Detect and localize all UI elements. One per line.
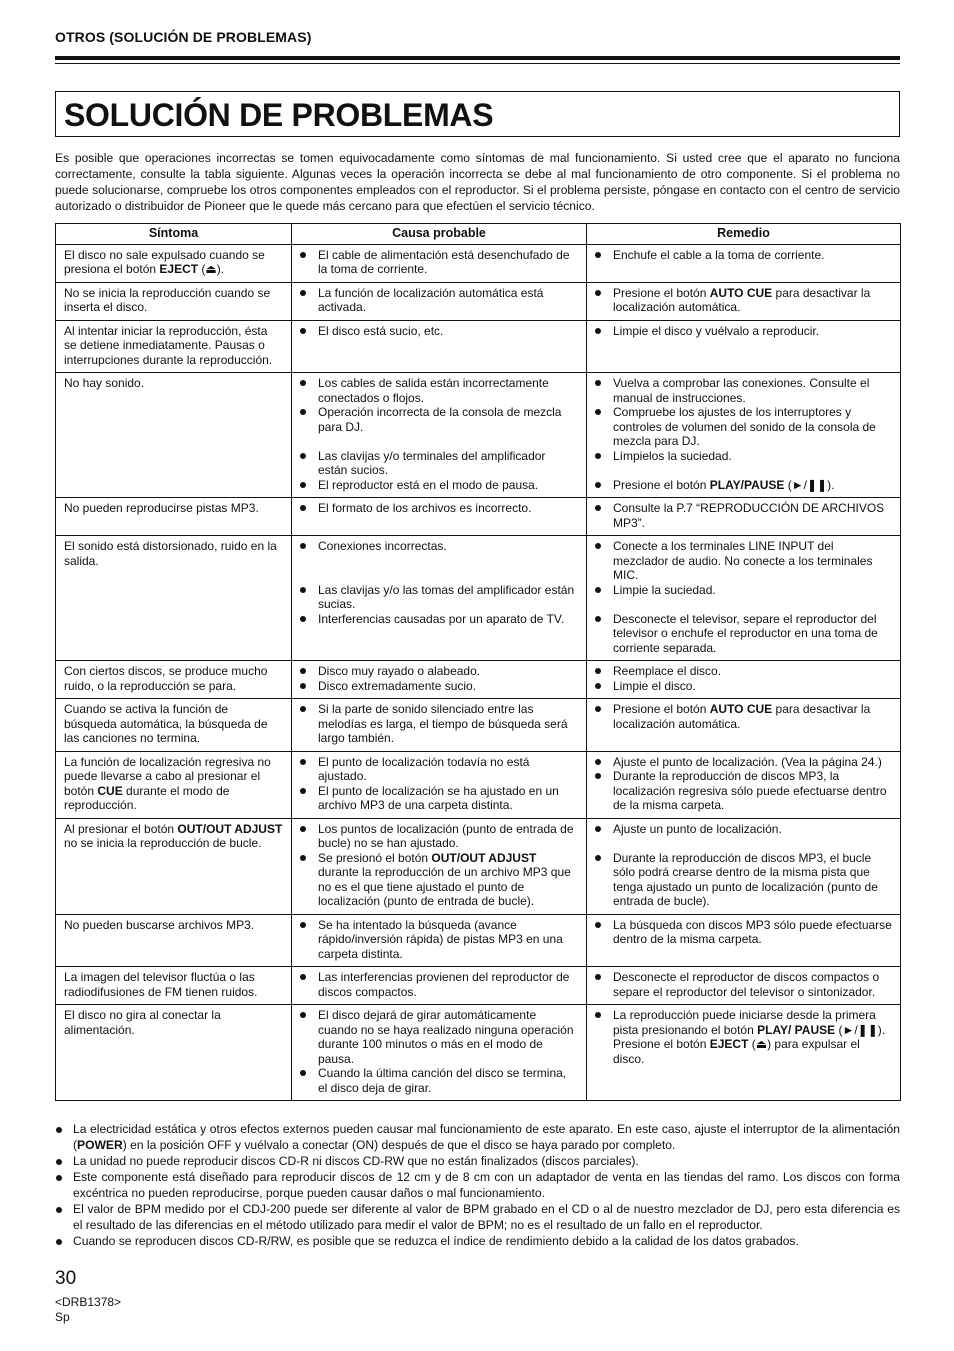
- cause-item: Disco extremadamente sucio.: [300, 679, 578, 694]
- symptom-cell: El sonido está distorsionado, ruido en la salida.: [56, 536, 292, 661]
- cause-item: El reproductor está en el modo de pausa.: [300, 478, 578, 493]
- remedy-cell: [587, 699, 901, 752]
- remedy-item: Limpie el disco.: [595, 679, 892, 694]
- remedy-cell: [587, 1005, 901, 1101]
- note-item: Cuando se reproducen discos CD-R/RW, es posible que se reduzca el índice de rendimiento debido a la calidad de los datos grabados.: [55, 1233, 900, 1249]
- remedy-item: Presione el botón PLAY/PAUSE (►/❚❚).: [595, 478, 892, 493]
- cause-list: [300, 918, 578, 962]
- cause-cell: [292, 373, 587, 498]
- cause-item: El formato de los archivos es incorrecto.: [300, 501, 578, 516]
- remedy-list: [595, 702, 892, 731]
- remedy-item: Reemplace el disco.: [595, 664, 892, 679]
- remedy-list: [595, 755, 892, 813]
- header-rule-thick: [55, 56, 900, 60]
- remedy-item: Compruebe los ajustes de los interruptores y controles de volumen del sonido de la consola de mezcla para DJ.: [595, 405, 892, 449]
- notes-list: [55, 1121, 900, 1249]
- remedy-list: [595, 539, 892, 655]
- cause-cell: [292, 818, 587, 914]
- table-header-row: [56, 224, 901, 245]
- table-body: [56, 244, 901, 1101]
- table-row: [56, 1005, 901, 1101]
- cause-item: Las interferencias provienen del reproductor de discos compactos.: [300, 970, 578, 999]
- cause-cell: [292, 967, 587, 1005]
- remedy-cell: [587, 282, 901, 320]
- cause-item: Los puntos de localización (punto de entrada de bucle) no se han ajustado.: [300, 822, 578, 851]
- remedy-item: Limpie el disco y vuélvalo a reproducir.: [595, 324, 892, 339]
- remedy-list: [595, 822, 892, 909]
- remedy-list: [595, 324, 892, 339]
- cause-item: Disco muy rayado o alabeado.: [300, 664, 578, 679]
- remedy-item: Ajuste un punto de localización.: [595, 822, 892, 837]
- remedy-item: Presione el botón AUTO CUE para desactivar la localización automática.: [595, 286, 892, 315]
- symptom-cell: El disco no gira al conectar la alimentación.: [56, 1005, 292, 1101]
- cause-item: Cuando la última canción del disco se termina, el disco deja de girar.: [300, 1066, 578, 1095]
- cause-item: El cable de alimentación está desenchufado de la toma de corriente.: [300, 248, 578, 277]
- cause-cell: [292, 498, 587, 536]
- cause-list: [300, 1008, 578, 1095]
- cause-item: Se ha intentado la búsqueda (avance rápido/inversión rápida) de pistas MP3 en una carpeta distinta.: [300, 918, 578, 962]
- symptom-cell: La función de localización regresiva no puede llevarse a cabo al presionar el botón CUE durante el modo de reproducción.: [56, 751, 292, 818]
- remedy-item: Desconecte el televisor, separe el reproductor del televisor o enchufe el reproductor en una toma de corriente separada.: [595, 612, 892, 656]
- language-code: Sp: [55, 1310, 70, 1324]
- cause-cell: [292, 536, 587, 661]
- remedy-list: [595, 918, 892, 947]
- column-header-cause: Causa probable: [292, 224, 587, 245]
- cause-item: Interferencias causadas por un aparato de TV.: [300, 612, 578, 627]
- cause-item: La función de localización automática está activada.: [300, 286, 578, 315]
- cause-item: Los cables de salida están incorrectamente conectados o flojos.: [300, 376, 578, 405]
- symptom-cell: No se inicia la reproducción cuando se inserta el disco.: [56, 282, 292, 320]
- table-row: [56, 373, 901, 498]
- section-header: OTROS (SOLUCIÓN DE PROBLEMAS): [55, 29, 312, 45]
- table-row: [56, 244, 901, 282]
- remedy-list: [595, 248, 892, 263]
- remedy-list: [595, 970, 892, 999]
- remedy-item: Limpie la suciedad.: [595, 583, 892, 598]
- title-box: [55, 91, 900, 137]
- remedy-list: [595, 286, 892, 315]
- page-title: SOLUCIÓN DE PROBLEMAS: [64, 97, 494, 133]
- remedy-cell: [587, 818, 901, 914]
- cause-cell: [292, 282, 587, 320]
- cause-list: [300, 501, 578, 516]
- note-item: Este componente está diseñado para reproducir discos de 12 cm y de 8 cm con un adaptador de venta en las tiendas del ramo. Los discos con forma excéntrica no pueden reproducirse, porque pueden causar daños o mal funcionamiento.: [55, 1169, 900, 1201]
- cause-list: [300, 248, 578, 277]
- cause-list: [300, 539, 578, 626]
- header-rule-thin: [55, 63, 900, 64]
- remedy-cell: [587, 373, 901, 498]
- troubleshooting-table: [55, 223, 901, 1101]
- table-row: [56, 498, 901, 536]
- symptom-cell: Al presionar el botón OUT/OUT ADJUST no se inicia la reproducción de bucle.: [56, 818, 292, 914]
- remedy-cell: [587, 967, 901, 1005]
- symptom-cell: No pueden reproducirse pistas MP3.: [56, 498, 292, 536]
- cause-item: Conexiones incorrectas.: [300, 539, 578, 554]
- cause-list: [300, 970, 578, 999]
- remedy-cell: [587, 661, 901, 699]
- remedy-cell: [587, 320, 901, 373]
- cause-item: El punto de localización todavía no está ajustado.: [300, 755, 578, 784]
- remedy-item: La búsqueda con discos MP3 sólo puede efectuarse dentro de la misma carpeta.: [595, 918, 892, 947]
- symptom-cell: La imagen del televisor fluctúa o las radiodifusiones de FM tienen ruidos.: [56, 967, 292, 1005]
- document-code: <DRB1378>: [55, 1295, 122, 1309]
- remedy-item: Consulte la P.7 “REPRODUCCIÓN DE ARCHIVOS MP3”.: [595, 501, 892, 530]
- table-row: [56, 914, 901, 967]
- cause-list: [300, 376, 578, 492]
- remedy-item: Durante la reproducción de discos MP3, el bucle sólo podrá crearse dentro de la misma pista que tenga ajustado un punto de localización (punto de entrada de bucle).: [595, 851, 892, 909]
- cause-list: [300, 822, 578, 909]
- table-row: [56, 282, 901, 320]
- remedy-cell: [587, 536, 901, 661]
- symptom-cell: Con ciertos discos, se produce mucho ruido, o la reproducción se para.: [56, 661, 292, 699]
- cause-list: [300, 702, 578, 746]
- cause-cell: [292, 244, 587, 282]
- cause-item: Las clavijas y/o las tomas del amplificador están sucias.: [300, 583, 578, 612]
- cause-list: [300, 664, 578, 693]
- cause-cell: [292, 699, 587, 752]
- table-row: [56, 699, 901, 752]
- cause-cell: [292, 751, 587, 818]
- remedy-cell: [587, 914, 901, 967]
- table-row: [56, 320, 901, 373]
- cause-list: [300, 286, 578, 315]
- cause-item: El punto de localización se ha ajustado en un archivo MP3 de una carpeta distinta.: [300, 784, 578, 813]
- remedy-cell: [587, 751, 901, 818]
- cause-cell: [292, 914, 587, 967]
- table-row: [56, 536, 901, 661]
- cause-item: Las clavijas y/o terminales del amplificador están sucios.: [300, 449, 578, 478]
- note-item: La unidad no puede reproducir discos CD-R ni discos CD-RW que no están finalizados (discos parciales).: [55, 1153, 900, 1169]
- cause-item: Operación incorrecta de la consola de mezcla para DJ.: [300, 405, 578, 434]
- table-row: [56, 751, 901, 818]
- remedy-item: Ajuste el punto de localización. (Vea la página 24.): [595, 755, 892, 770]
- cause-item: El disco dejará de girar automáticamente cuando no se haya realizado ninguna operación durante 100 minutos o más en el modo de pausa.: [300, 1008, 578, 1066]
- cause-item: Se presionó el botón OUT/OUT ADJUST durante la reproducción de un archivo MP3 que no es el que tiene ajustado el punto de localización (punto de entrada de bucle).: [300, 851, 578, 909]
- symptom-cell: No hay sonido.: [56, 373, 292, 498]
- column-header-symptom: Síntoma: [56, 224, 292, 245]
- remedy-cell: [587, 244, 901, 282]
- symptom-cell: El disco no sale expulsado cuando se presiona el botón EJECT (⏏).: [56, 244, 292, 282]
- note-item: El valor de BPM medido por el CDJ-200 puede ser diferente al valor de BPM grabado en el CD o al de nuestro mezclador de DJ, pero esta diferencia es el resultado de las diferencias en el método utilizado para medir el valor de BPM; no es el resultado de un fallo en el reproductor.: [55, 1201, 900, 1233]
- remedy-item: Vuelva a comprobar las conexiones. Consulte el manual de instrucciones.: [595, 376, 892, 405]
- remedy-list: [595, 664, 892, 693]
- remedy-item: Conecte a los terminales LINE INPUT del mezclador de audio. No conecte a los terminales MIC.: [595, 539, 892, 583]
- cause-list: [300, 324, 578, 339]
- symptom-cell: Cuando se activa la función de búsqueda automática, la búsqueda de las canciones no termina.: [56, 699, 292, 752]
- remedy-item: Enchufe el cable a la toma de corriente.: [595, 248, 892, 263]
- remedy-list: [595, 376, 892, 492]
- cause-cell: [292, 1005, 587, 1101]
- cause-item: Si la parte de sonido silenciado entre las melodías es larga, el tiempo de búsqueda será largo también.: [300, 702, 578, 746]
- table-row: [56, 661, 901, 699]
- cause-list: [300, 755, 578, 813]
- remedy-list: [595, 501, 892, 530]
- remedy-item: Presione el botón AUTO CUE para desactivar la localización automática.: [595, 702, 892, 731]
- remedy-item: Límpielos la suciedad.: [595, 449, 892, 464]
- column-header-remedy: Remedio: [587, 224, 901, 245]
- page-number: 30: [55, 1268, 77, 1289]
- table-row: [56, 818, 901, 914]
- remedy-item: Desconecte el reproductor de discos compactos o separe el reproductor del televisor o sintonizador.: [595, 970, 892, 999]
- remedy-item: Durante la reproducción de discos MP3, la localización regresiva sólo puede efectuarse dentro de la misma carpeta.: [595, 769, 892, 813]
- remedy-list: [595, 1008, 892, 1066]
- table-row: [56, 967, 901, 1005]
- symptom-cell: Al intentar iniciar la reproducción, ésta se detiene inmediatamente. Pausas o interrupciones durante la reproducción.: [56, 320, 292, 373]
- cause-cell: [292, 661, 587, 699]
- remedy-item: La reproducción puede iniciarse desde la primera pista presionando el botón PLAY/ PAUSE (►/❚❚). Presione el botón EJECT (⏏) para expulsar el disco.: [595, 1008, 892, 1066]
- cause-item: El disco está sucio, etc.: [300, 324, 578, 339]
- symptom-cell: No pueden buscarse archivos MP3.: [56, 914, 292, 967]
- cause-cell: [292, 320, 587, 373]
- remedy-cell: [587, 498, 901, 536]
- note-item: La electricidad estática y otros efectos externos pueden causar mal funcionamiento de este aparato. En este caso, ajuste el interruptor de la alimentación (POWER) en la posición OFF y vuélvalo a conectar (ON) después de que el disco se haya parado por completo.: [55, 1121, 900, 1153]
- intro-paragraph: Es posible que operaciones incorrectas se tomen equivocadamente como síntomas de mal funcionamiento. Si usted cree que el aparato no funciona correctamente, consulte la tabla siguiente. Algunas veces la operación incorrecta se debe al mal funcionamiento de otro componente. Si el problema no puede solucionarse, compruebe los otros componentes empleados con el reproductor. Si el problema persiste, póngase en contacto con el centro de servicio autorizado o distribuidor de Pioneer que le quede más cercano para que efectúen el servicio técnico.: [55, 151, 900, 213]
